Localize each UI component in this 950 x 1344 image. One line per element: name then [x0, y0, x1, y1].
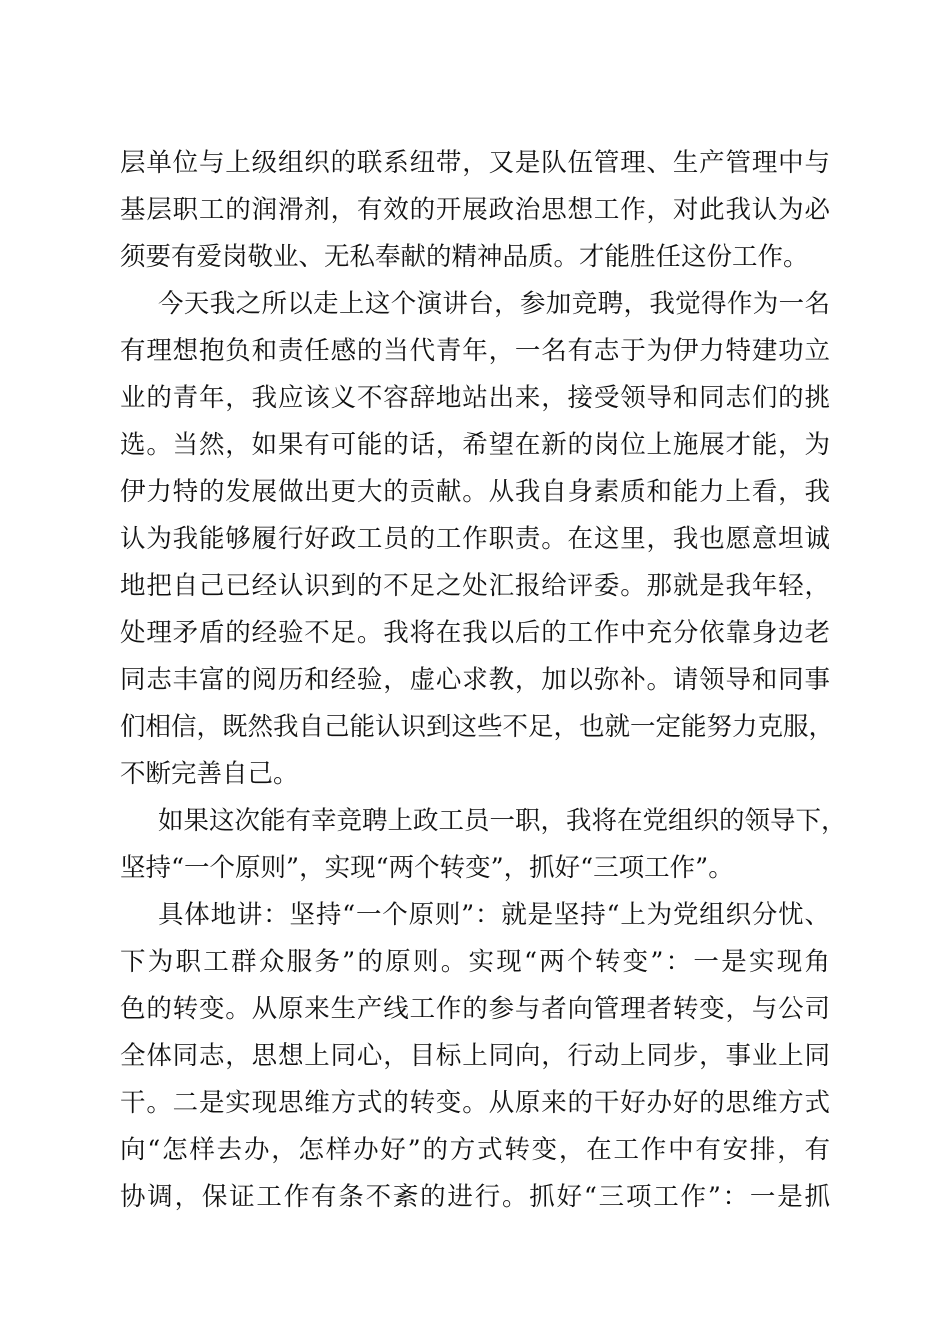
- text-line: 色的转变。从原来生产线工作的参与者向管理者转变，与公司: [120, 994, 830, 1024]
- text-line: 选。当然，如果有可能的话，希望在新的岗位上施展才能，为: [120, 430, 830, 460]
- text-line: 具体地讲：坚持“一个原则”：就是坚持“上为党组织分忧、: [158, 900, 830, 930]
- text-line: 有理想抱负和责任感的当代青年，一名有志于为伊力特建功立: [120, 336, 830, 366]
- text-line: 处理矛盾的经验不足。我将在我以后的工作中充分依靠身边老: [120, 618, 830, 648]
- text-line: 如果这次能有幸竞聘上政工员一职，我将在党组织的领导下，: [158, 806, 847, 836]
- text-line: 干。二是实现思维方式的转变。从原来的干好办好的思维方式: [120, 1088, 830, 1118]
- text-line: 不断完善自己。: [120, 759, 299, 789]
- text-line: 层单位与上级组织的联系纽带，又是队伍管理、生产管理中与: [120, 148, 830, 178]
- text-line: 认为我能够履行好政工员的工作职责。在这里，我也愿意坦诚: [120, 524, 830, 554]
- text-line: 地把自己已经认识到的不足之处汇报给评委。那就是我年轻，: [120, 571, 830, 601]
- text-line: 下为职工群众服务”的原则。实现“两个转变”：一是实现角: [120, 947, 830, 977]
- text-line: 同志丰富的阅历和经验，虚心求教，加以弥补。请领导和同事: [120, 665, 830, 695]
- text-line: 业的青年，我应该义不容辞地站出来，接受领导和同志们的挑: [120, 383, 830, 413]
- text-line: 们相信，既然我自己能认识到这些不足，也就一定能努力克服，: [120, 712, 835, 742]
- text-line: 坚持“一个原则”，实现“两个转变”，抓好“三项工作”。: [120, 853, 734, 883]
- text-line: 伊力特的发展做出更大的贡献。从我自身素质和能力上看，我: [120, 477, 830, 507]
- text-line: 向“怎样去办，怎样办好”的方式转变，在工作中有安排，有: [120, 1135, 830, 1165]
- text-line: 全体同志，思想上同心，目标上同向，行动上同步，事业上同: [120, 1041, 830, 1071]
- text-line: 协调，保证工作有条不紊的进行。抓好“三项工作”：一是抓: [120, 1182, 830, 1212]
- text-line: 基层职工的润滑剂，有效的开展政治思想工作，对此我认为必: [120, 195, 830, 225]
- text-line: 须要有爱岗敬业、无私奉献的精神品质。才能胜任这份工作。: [120, 242, 809, 272]
- text-line: 今天我之所以走上这个演讲台，参加竞聘，我觉得作为一名: [158, 289, 830, 319]
